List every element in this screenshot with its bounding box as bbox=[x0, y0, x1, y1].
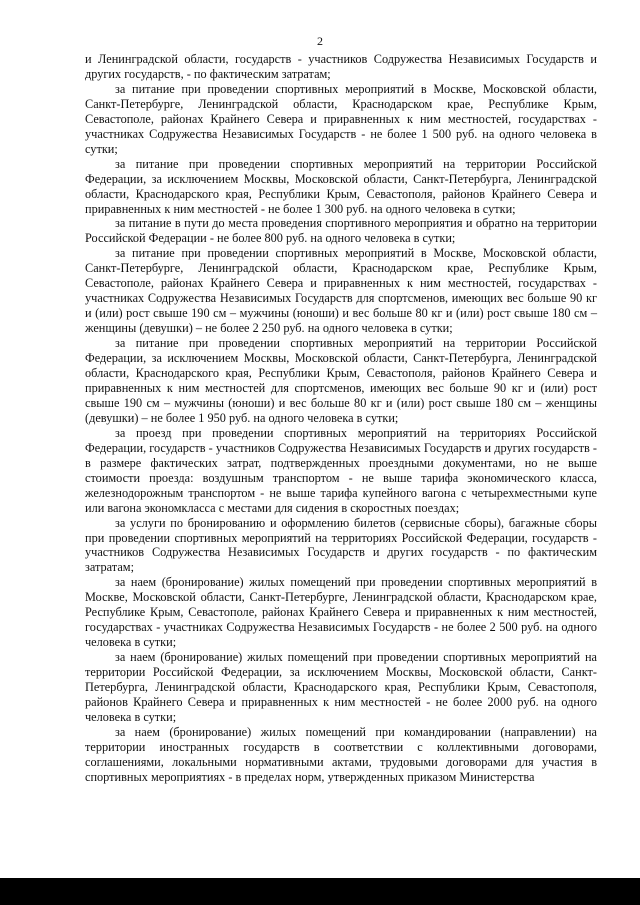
document-body bbox=[85, 52, 597, 785]
paragraph-lodging-moscow: за наем (бронирование) жилых помещений при проведении спортивных мероприятий в Москве, Московской области, Санкт-Петербурге, Ленинградской области, Краснодарском крае, Республике Крым, Севастополе, районах Крайнего Севера и приравненных к ним местностей, государствах - участниках Содружества Независимых Государств - не более 2 500 руб. на одного человека в сутки; bbox=[85, 575, 597, 650]
paragraph-meals-travel: за питание в пути до места проведения спортивного мероприятия и обратно на территории Российской Федерации - не более 800 руб. на одного человека в сутки; bbox=[85, 216, 597, 246]
paragraph-meals-moscow: за питание при проведении спортивных мероприятий в Москве, Московской области, Санкт-Петербурге, Ленинградской области, Краснодарском крае, Республике Крым, Севастополе, районах Крайнего Севера и приравненных к ним местностей, государствах - участниках Содружества Независимых Государств - не более 1 500 руб. на одного человека в сутки; bbox=[85, 81, 597, 156]
page-number: 2 bbox=[317, 34, 323, 48]
paragraph-lodging-russia: за наем (бронирование) жилых помещений при проведении спортивных мероприятий на территории Российской Федерации, за исключением Москвы, Московской области, Санкт-Петербурга, Ленинградской области, Краснодарского края, Республики Крым, Севастополя, районов Крайнего Севера и приравненных к ним местностей - не более 2000 руб. на одного человека в сутки; bbox=[85, 650, 597, 724]
paragraph-continuation: и Ленинградской области, государств - участников Содружества Независимых Государств и других государств, - по фактическим затратам; bbox=[85, 52, 597, 81]
paragraph-travel-fares: за проезд при проведении спортивных мероприятий на территориях Российской Федерации, государств - участников Содружества Независимых Государств и других государств - в размере фактических затрат, подтвержденных проездными документами, но не выше стоимости проезда: воздушным транспортом - не выше тарифа экономического класса, железнодорожным транспортом - не выше тарифа купейного вагона с четырехместными купе или вагона экономкласса с местами для сидения в скоростных поездах; bbox=[85, 425, 597, 515]
scan-bottom-border bbox=[0, 878, 640, 905]
paragraph-meals-russia: за питание при проведении спортивных мероприятий на территории Российской Федерации, за исключением Москвы, Московской области, Санкт-Петербурга, Ленинградской области, Краснодарского края, Республики Крым, Севастополя, районов Крайнего Севера и приравненных к ним местностей - не более 1 300 руб. на одного человека в сутки; bbox=[85, 156, 597, 216]
paragraph-meals-moscow-heavy-athletes: за питание при проведении спортивных мероприятий в Москве, Московской области, Санкт-Петербурге, Ленинградской области, Краснодарском крае, Республике Крым, Севастополе, районах Крайнего Севера и приравненных к ним местностей, государствах - участниках Содружества Независимых Государств для спортсменов, имеющих вес больше 90 кг и (или) рост свыше 190 см – мужчины (юноши) и вес больше 80 кг и (или) рост свыше 180 см – женщины (девушки) – не более 2 250 руб. на одного человека в сутки; bbox=[85, 246, 597, 336]
paragraph-booking-services: за услуги по бронированию и оформлению билетов (сервисные сборы), багажные сборы при проведении спортивных мероприятий на территориях Российской Федерации, государств - участников Содружества Независимых Государств и других государств - по фактическим затратам; bbox=[85, 515, 597, 575]
paragraph-meals-russia-heavy-athletes: за питание при проведении спортивных мероприятий на территории Российской Федерации, за исключением Москвы, Московской области, Санкт-Петербурга, Ленинградской области, Краснодарского края, Республики Крым, Севастополя, районов Крайнего Севера и приравненных к ним местностей для спортсменов, имеющих вес больше 90 кг и (или) рост свыше 190 см – мужчины (юноши) и вес больше 80 кг и (или) рост свыше 180 см – женщины (девушки) – не более 1 950 руб. на одного человека в сутки; bbox=[85, 336, 597, 425]
paragraph-lodging-abroad: за наем (бронирование) жилых помещений при командировании (направлении) на территории иностранных государств в соответствии с коллективными договорами, соглашениями, локальными нормативными актами, трудовыми договорами для участия в спортивных мероприятиях - в пределах норм, утвержденных приказом Министерства bbox=[85, 724, 597, 784]
